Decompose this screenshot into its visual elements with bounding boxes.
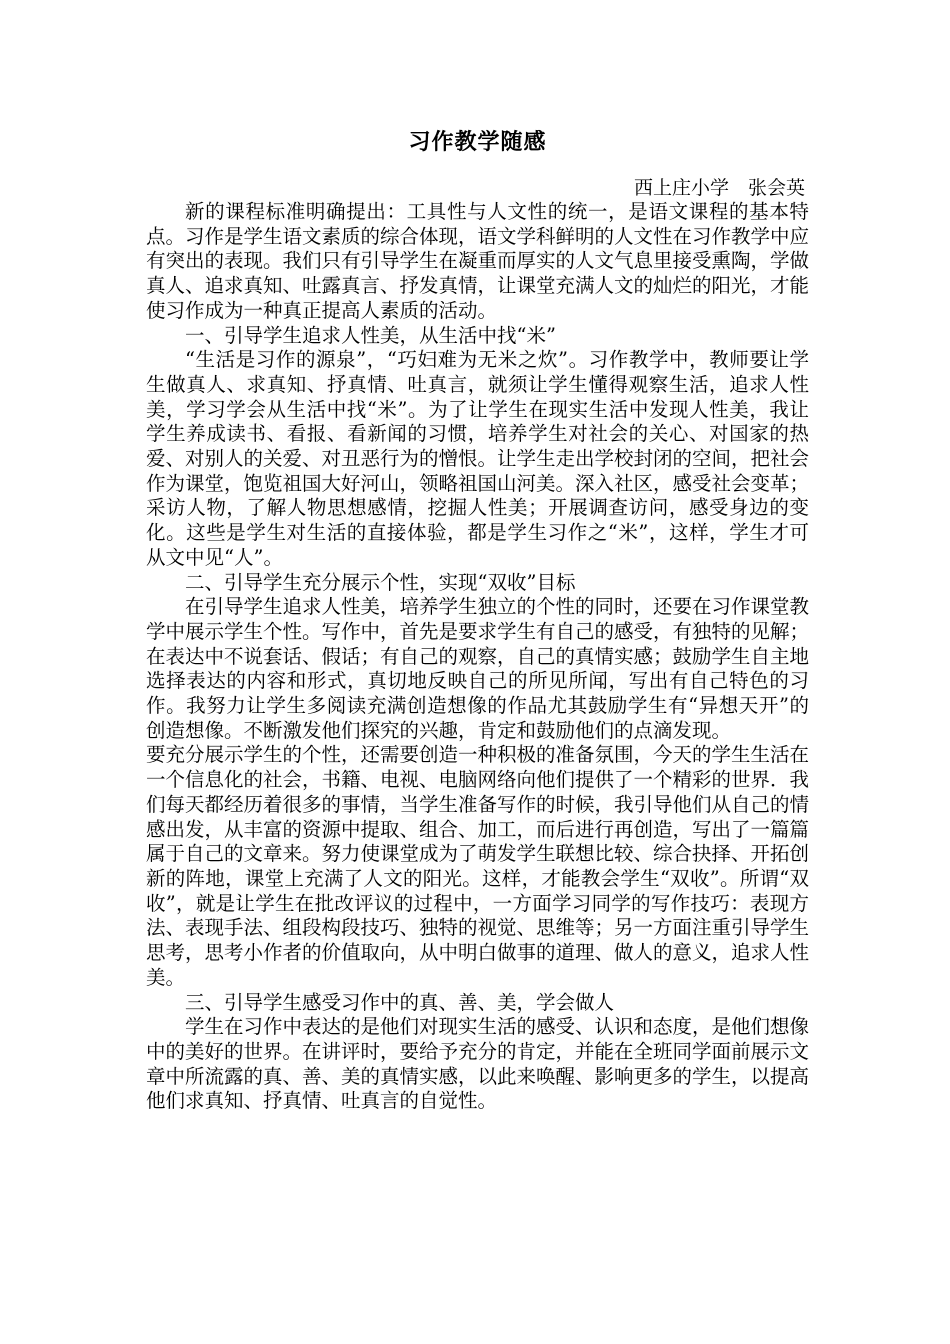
paragraph-intro: 新的课程标准明确提出：工具性与人文性的统一，是语文课程的基本特点。习作是学生语文素质的综合体现，语文学科鲜明的人文性在习作教学中应有突出的表现。我们只有引导学生在凝重而厚实的人文气息里接受熏陶，学做真人、追求真知、吐露真言、抒发真情，让课堂充满人文的灿烂的阳光，才能使习作成为一种真正提高人素质的活动。: [146, 200, 810, 322]
paragraph-section-1: “生活是习作的源泉”，“巧妇难为无米之炊”。习作教学中，教师要让学生做真人、求真知、抒真情、吐真言，就须让学生懂得观察生活，追求人性美，学习学会从生活中找“米”。为了让学生在现实生活中发现人性美，我让学生养成读书、看报、看新闻的习惯，培养学生对社会的关心、对国家的热爱、对别人的关爱、对丑恶行为的憎恨。让学生走出学校封闭的空间，把社会作为课堂，饱览祖国大好河山，领略祖国山河美。深入社区，感受社会变革；采访人物，了解人物思想感情，挖掘人性美；开展调查访问，感受身边的变化。这些是学生对生活的直接体验，都是学生习作之“米”，这样，学生才可从文中见“人”。: [146, 348, 810, 569]
section-heading-1: 一、引导学生追求人性美，从生活中找“米”: [185, 323, 556, 347]
paragraph-section-3: 学生在习作中表达的是他们对现实生活的感受、认识和态度，是他们想像中的美好的世界。在讲评时，要给予充分的肯定，并能在全班同学面前展示文章中所流露的真、善、美的真情实感，以此来唤醒、影响更多的学生，以提高他们求真知、抒真情、吐真言的自觉性。: [146, 1015, 810, 1113]
document-title: 习作教学随感: [408, 130, 547, 155]
section-heading-2: 二、引导学生充分展示个性，实现“双收”目标: [185, 570, 576, 594]
paragraph-section-2a: 在引导学生追求人性美，培养学生独立的个性的同时，还要在习作课堂教学中展示学生个性。写作中，首先是要求学生有自己的感受，有独特的见解；在表达中不说套话、假话；有自己的观察，自己的真情实感；鼓励学生自主地选择表达的内容和形式，真切地反映自己的所见所闻，写出有自己特色的习作。我努力让学生多阅读充满创造想像的作品尤其鼓励学生有“异想天开”的创造想像。不断激发他们探究的兴趣，肯定和鼓励他们的点滴发现。: [146, 595, 810, 742]
paragraph-section-2b: 要充分展示学生的个性，还需要创造一种积极的准备氛围，今天的学生生活在一个信息化的社会，书籍、电视、电脑网络向他们提供了一个精彩的世界．我们每天都经历着很多的事情，当学生准备写作的时候，我引导他们从自己的情感出发，从丰富的资源中提取、组合、加工，而后进行再创造，写出了一篇篇属于自己的文章来。努力使课堂成为了萌发学生联想比较、综合抉择、开拓创新的阵地，课堂上充满了人文的阳光。这样，才能教会学生“双收”。所谓“双收”，就是让学生在批改评议的过程中，一方面学习同学的写作技巧：表现方法、表现手法、组段构段技巧、独特的视觉、思维等；另一方面注重引导学生思考，思考小作者的价值取向，从中明白做事的道理、做人的意义，追求人性美。: [146, 743, 810, 989]
section-heading-3: 三、引导学生感受习作中的真、善、美，学会做人: [185, 990, 615, 1014]
document-page: [146, 128, 809, 1114]
author-line: 西上庄小学 张会英: [633, 177, 805, 199]
